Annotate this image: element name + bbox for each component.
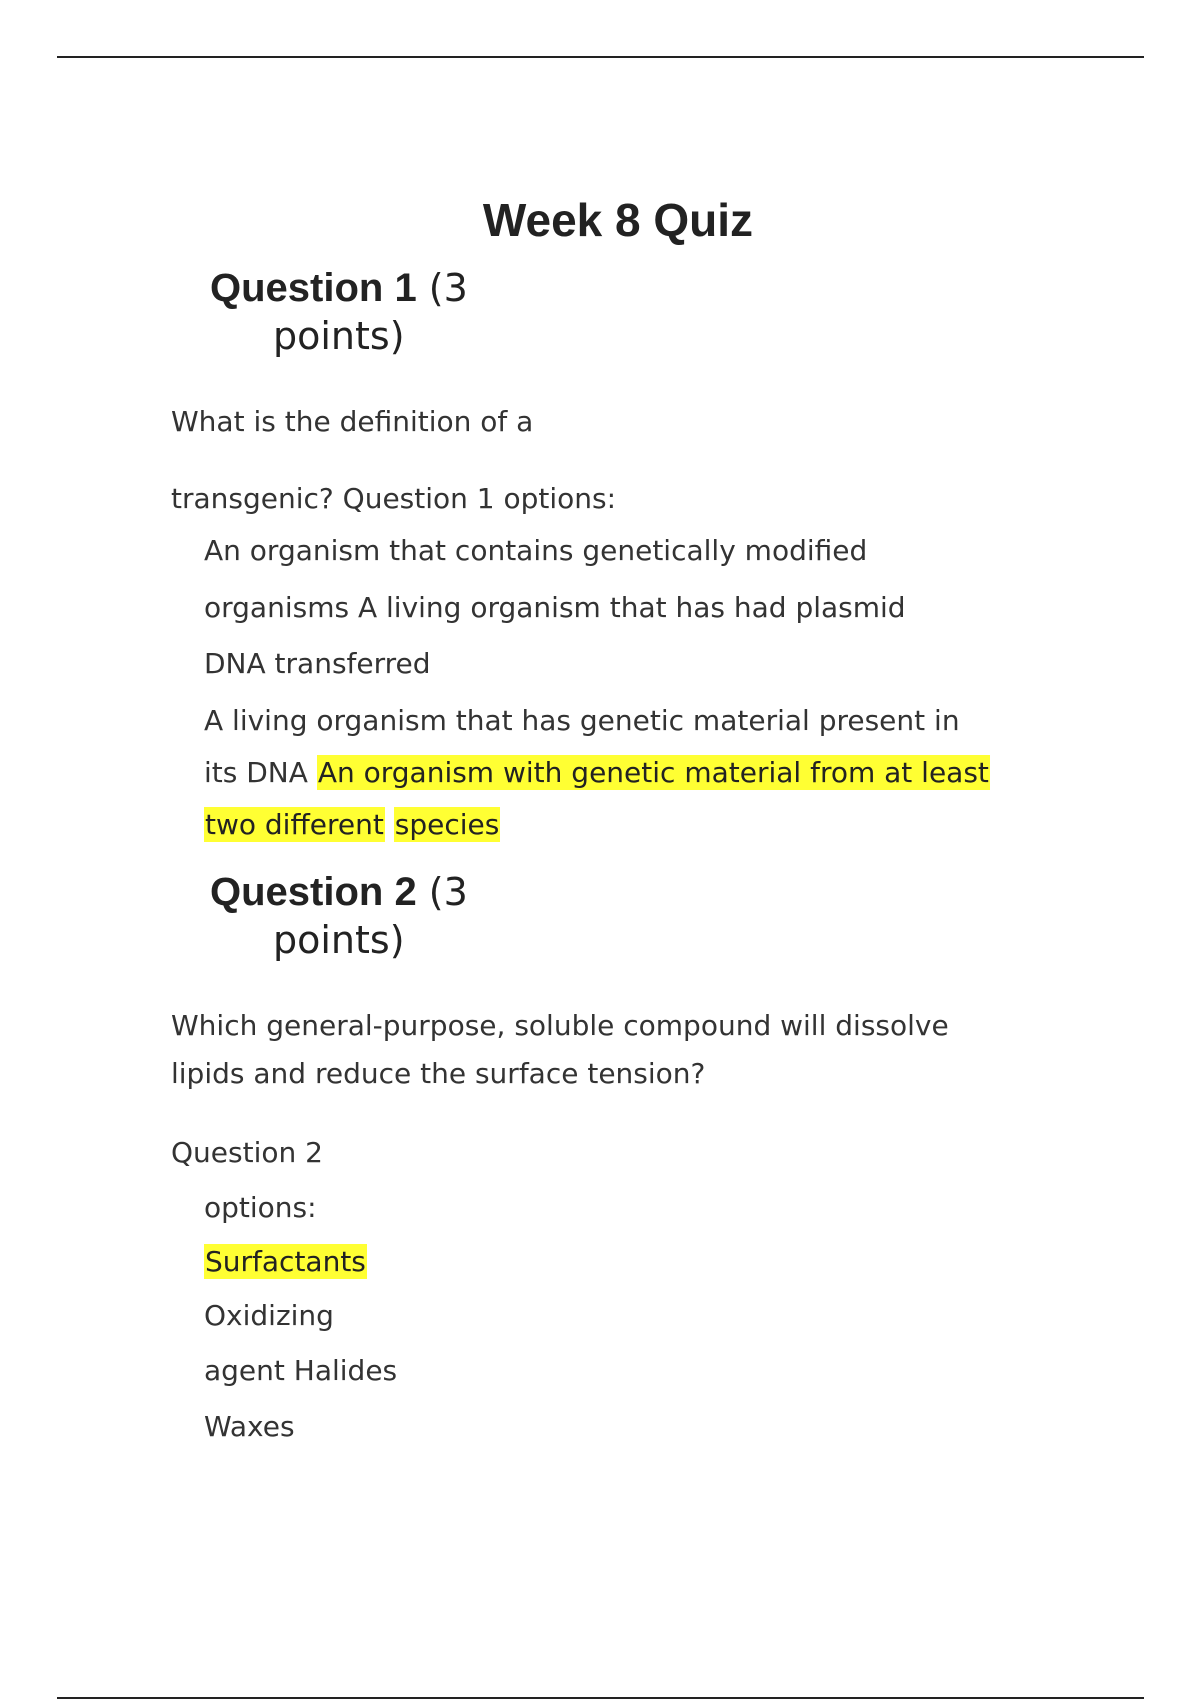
question-1-points-b: points) xyxy=(273,314,405,358)
question-1-highlighted-answer-cont-b: species xyxy=(394,808,500,841)
question-2-option-waxes: Waxes xyxy=(204,1410,295,1443)
question-1-option-line-5 xyxy=(204,756,990,790)
question-1-option-line-5-plain: its DNA xyxy=(204,756,308,789)
question-2-option-surfactants xyxy=(204,1245,367,1279)
question-2-option-agent-halides: agent Halides xyxy=(204,1354,398,1387)
question-1-points-a: (3 xyxy=(428,266,468,310)
question-2-prompt-line-1: Which general-purpose, soluble compound will dissolve xyxy=(171,1009,949,1042)
question-1-number: Question 1 xyxy=(210,266,417,310)
question-2-option-oxidizing: Oxidizing xyxy=(204,1299,334,1332)
question-1-highlighted-answer: An organism with genetic material from at least xyxy=(317,756,989,789)
question-1-heading xyxy=(210,264,468,360)
question-2-heading xyxy=(210,868,468,964)
question-1-highlighted-answer-cont-a: two different xyxy=(205,808,384,841)
question-2-points-b: points) xyxy=(273,918,405,962)
question-2-prompt-line-2: lipids and reduce the surface tension? xyxy=(171,1057,706,1090)
question-1-prompt-line-2: transgenic? Question 1 options: xyxy=(171,482,617,515)
question-2-options-label-line-2: options: xyxy=(204,1191,317,1224)
question-2-highlighted-answer: Surfactants xyxy=(205,1245,366,1278)
question-2-number: Question 2 xyxy=(210,870,417,914)
question-1-option-line-2: organisms A living organism that has had plasmid xyxy=(204,591,906,624)
question-1-prompt-line-1: What is the definition of a xyxy=(171,405,534,438)
question-1-option-line-1: An organism that contains genetically modified xyxy=(204,534,868,567)
question-1-option-line-4: A living organism that has genetic material present in xyxy=(204,704,960,737)
question-2-points-a: (3 xyxy=(428,870,468,914)
question-1-option-line-3: DNA transferred xyxy=(204,647,431,680)
question-1-option-line-6 xyxy=(204,808,500,842)
page-title: Week 8 Quiz xyxy=(482,194,754,246)
top-rule xyxy=(57,56,1144,58)
question-2-options-label-line-1: Question 2 xyxy=(171,1136,323,1169)
bottom-rule xyxy=(57,1697,1144,1699)
